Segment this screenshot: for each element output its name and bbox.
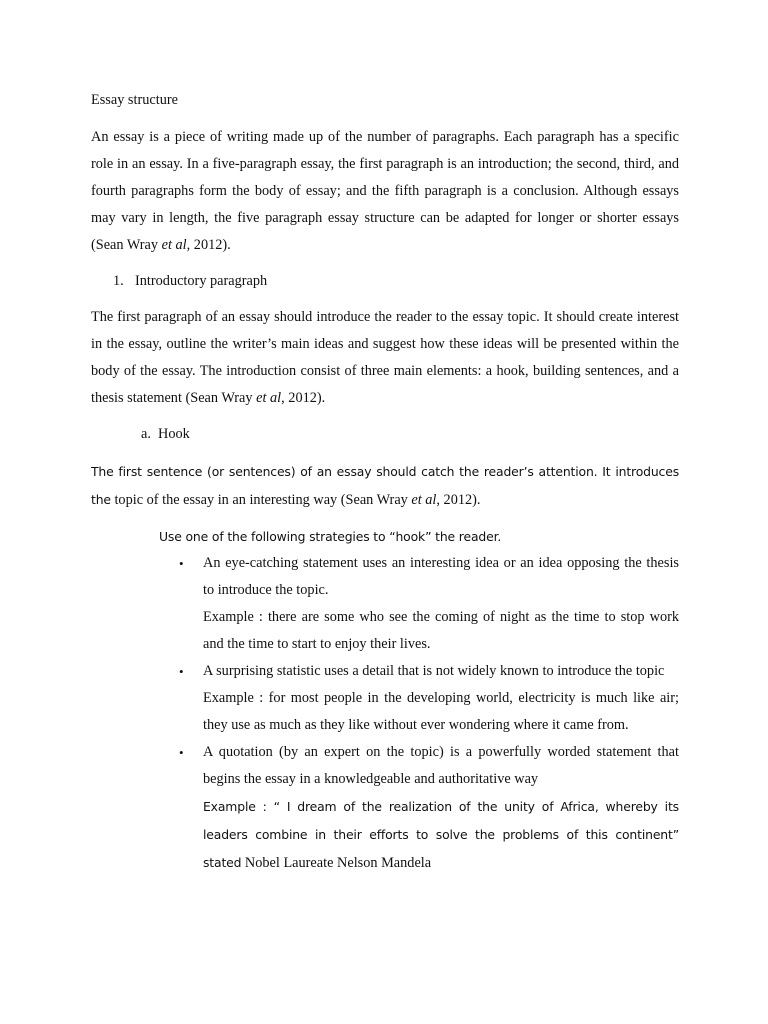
bullet-icon: •: [179, 556, 184, 571]
section-1-title: Introductory paragraph: [135, 273, 268, 289]
section-1-heading: [91, 268, 679, 295]
subsection-a-title: Hook: [158, 426, 190, 442]
intro-paragraph-year: , 2012).: [186, 237, 231, 253]
subsection-a-letter: a.: [141, 426, 151, 442]
strategy-example-sans: Example : “ I dream of the realization of the unity of Africa, whereby its leaders combine in their efforts to solve the problems of this continent” stated: [203, 799, 679, 870]
document-title: Essay structure: [91, 92, 178, 108]
bullet-icon: •: [179, 664, 184, 679]
strategy-example: Example : for most people in the developing world, electricity is much like air; they use as much as they like without ever wondering where it came from.: [203, 690, 679, 733]
list-item: [179, 739, 679, 877]
list-item: [179, 550, 679, 658]
section-1-paragraph-year: , 2012).: [281, 390, 326, 406]
strategy-example: Example : there are some who see the coming of night as the time to stop work and the time to start to enjoy their lives.: [203, 609, 679, 652]
intro-paragraph-citation: et al: [161, 237, 187, 253]
section-1-paragraph: [91, 304, 679, 412]
list-item: [179, 658, 679, 739]
strategies-intro: Use one of the following strategies to “hook” the reader.: [159, 529, 502, 544]
section-1-number: 1.: [113, 273, 124, 289]
hook-paragraph-citation: et al: [411, 492, 437, 508]
section-1-paragraph-text: The first paragraph of an essay should introduce the reader to the essay topic. It should create interest in the essay, outline the writer’s main ideas and suggest how these ideas will be presented within the body of the essay. The introduction consist of three main elements: a hook, building sentences, and a thesis statement (Sean Wray: [91, 309, 679, 406]
strategy-description: A quotation (by an expert on the topic) is a powerfully worded statement that begins the essay in a knowledgeable and authoritative way: [203, 744, 679, 787]
section-1-paragraph-citation: et al: [256, 390, 282, 406]
hook-paragraph-year: , 2012).: [436, 492, 481, 508]
hook-paragraph: [91, 458, 679, 514]
hook-paragraph-text-serif: topic of the essay in an interesting way (Sean Wray: [110, 492, 412, 508]
strategy-example: [203, 793, 679, 877]
strategies-list: [91, 550, 679, 877]
bullet-icon: •: [179, 745, 184, 760]
intro-paragraph: [91, 124, 679, 259]
strategy-description: A surprising statistic uses a detail that is not widely known to introduce the topic: [203, 663, 665, 679]
strategy-description: An eye-catching statement uses an interesting idea or an idea opposing the thesis to introduce the topic.: [203, 555, 679, 598]
hook-paragraph-text-sans: The first sentence (or sentences) of an essay should catch the reader’s attention. It introduces the: [91, 464, 679, 507]
subsection-a-heading: [91, 421, 679, 448]
strategy-example-serif: Nobel Laureate Nelson Mandela: [241, 855, 432, 871]
intro-paragraph-text: An essay is a piece of writing made up of the number of paragraphs. Each paragraph has a specific role in an essay. In a five-paragraph essay, the first paragraph is an introduction; the second, third, and fourth paragraphs form the body of essay; and the fifth paragraph is a conclusion. Although essays may vary in length, the five paragraph essay structure can be adapted for longer or shorter essays (Sean Wray: [91, 129, 679, 253]
